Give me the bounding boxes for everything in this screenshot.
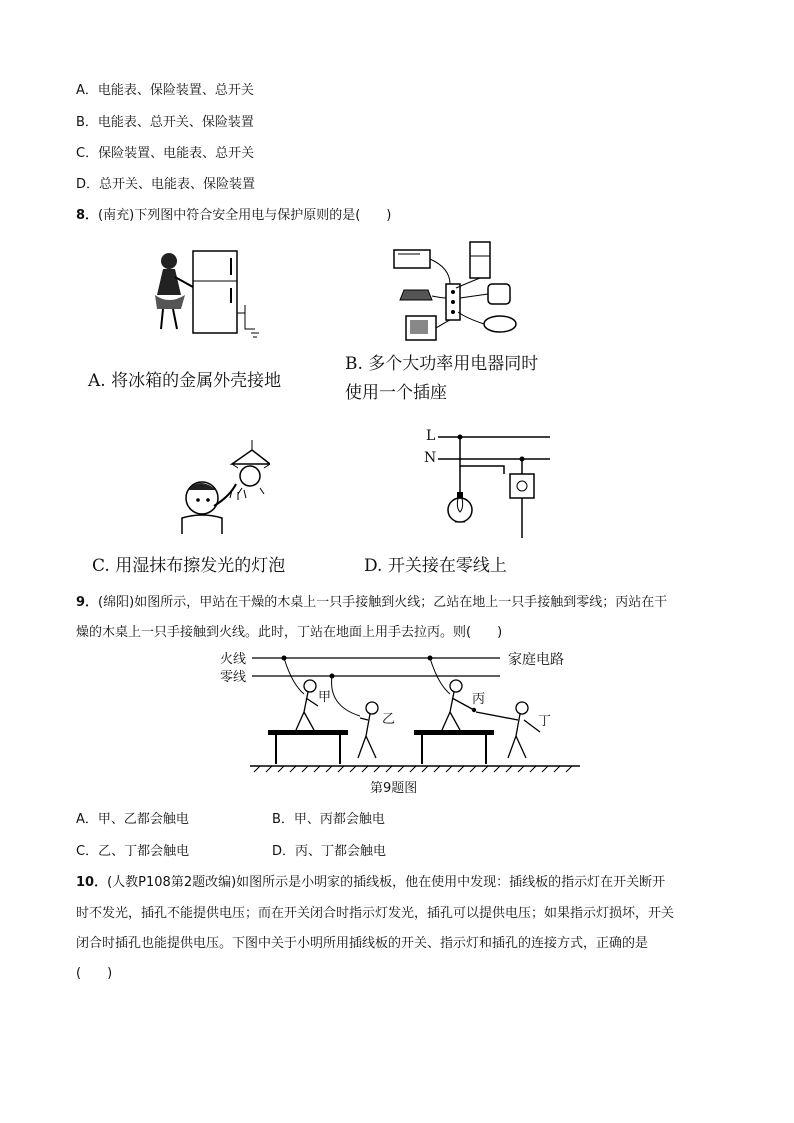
label-n: N [424,450,437,466]
q9-stem-line2: 燥的木桌上一只手接触到火线。此时，丁站在地面上用手去拉丙。则( ) [76,625,503,640]
q9-option-b: B．甲、丙都会触电 [272,812,385,827]
fig-fridge-grounding [145,243,265,343]
fig-q9-circuit [220,646,590,796]
q9-option-a: A．甲、乙都会触电 [76,812,189,827]
q8-stem [76,207,391,225]
q10-number: 10． [76,875,108,890]
label-zero-wire: 零线 [220,670,247,685]
label-fire-wire: 火线 [220,652,247,667]
q9-stem-line1 [76,594,667,612]
fig-switch-neutral [420,426,555,541]
fig-overloaded-socket [390,238,525,343]
label-home-circuit: 家庭电路 [508,652,564,668]
q7-option-a: A．电能表、保险装置、总开关 [76,83,254,98]
q8-text: (南充)下列图中符合安全用电与保护原则的是( ) [98,208,392,223]
caption-c: C. 用湿抹布擦发光的灯泡 [92,556,286,576]
q9-option-c: C．乙、丁都会触电 [76,844,190,859]
label-l: L [426,428,436,444]
q9-number: 9． [76,595,99,610]
label-ding: 丁 [538,714,552,729]
q9-text-line1: (绵阳)如图所示，甲站在干燥的木桌上一只手接触到火线；乙站在地上一只手接触到零线；丙站在干 [98,595,668,610]
q10-text-line1: (人教P108第2题改编)如图所示是小明家的插线板，他在使用中发现：插线板的指示灯在开关断开 [107,875,666,890]
q9-option-d: D．丙、丁都会触电 [272,844,387,859]
q9-figure-caption: 第9题图 [370,781,418,796]
q7-option-c: C．保险装置、电能表、总开关 [76,146,255,161]
caption-b-line2: 使用一个插座 [345,383,447,403]
caption-b-line1: B. 多个大功率用电器同时 [345,354,539,374]
q7-option-b: B．电能表、总开关、保险装置 [76,115,254,130]
q10-stem-line1 [76,874,665,892]
label-yi: 乙 [382,712,396,727]
fig-wet-cloth-bulb [170,438,270,538]
caption-a: A. 将冰箱的金属外壳接地 [88,371,282,391]
caption-d: D. 开关接在零线上 [364,556,507,576]
q7-option-d: D．总开关、电能表、保险装置 [76,177,256,192]
label-jia: 甲 [318,690,332,705]
q10-stem-line2: 时不发光，插孔不能提供电压；而在开关闭合时指示灯发光，插孔可以提供电压；如果指示灯损坏，开关 [76,906,675,921]
q8-number: 8． [76,208,99,223]
q10-stem-line4: ( ) [76,966,113,981]
q10-stem-line3: 闭合时插孔也能提供电压。下图中关于小明所用插线板的开关、指示灯和插孔的连接方式，正确的是 [76,936,649,951]
label-bing: 丙 [472,692,486,707]
